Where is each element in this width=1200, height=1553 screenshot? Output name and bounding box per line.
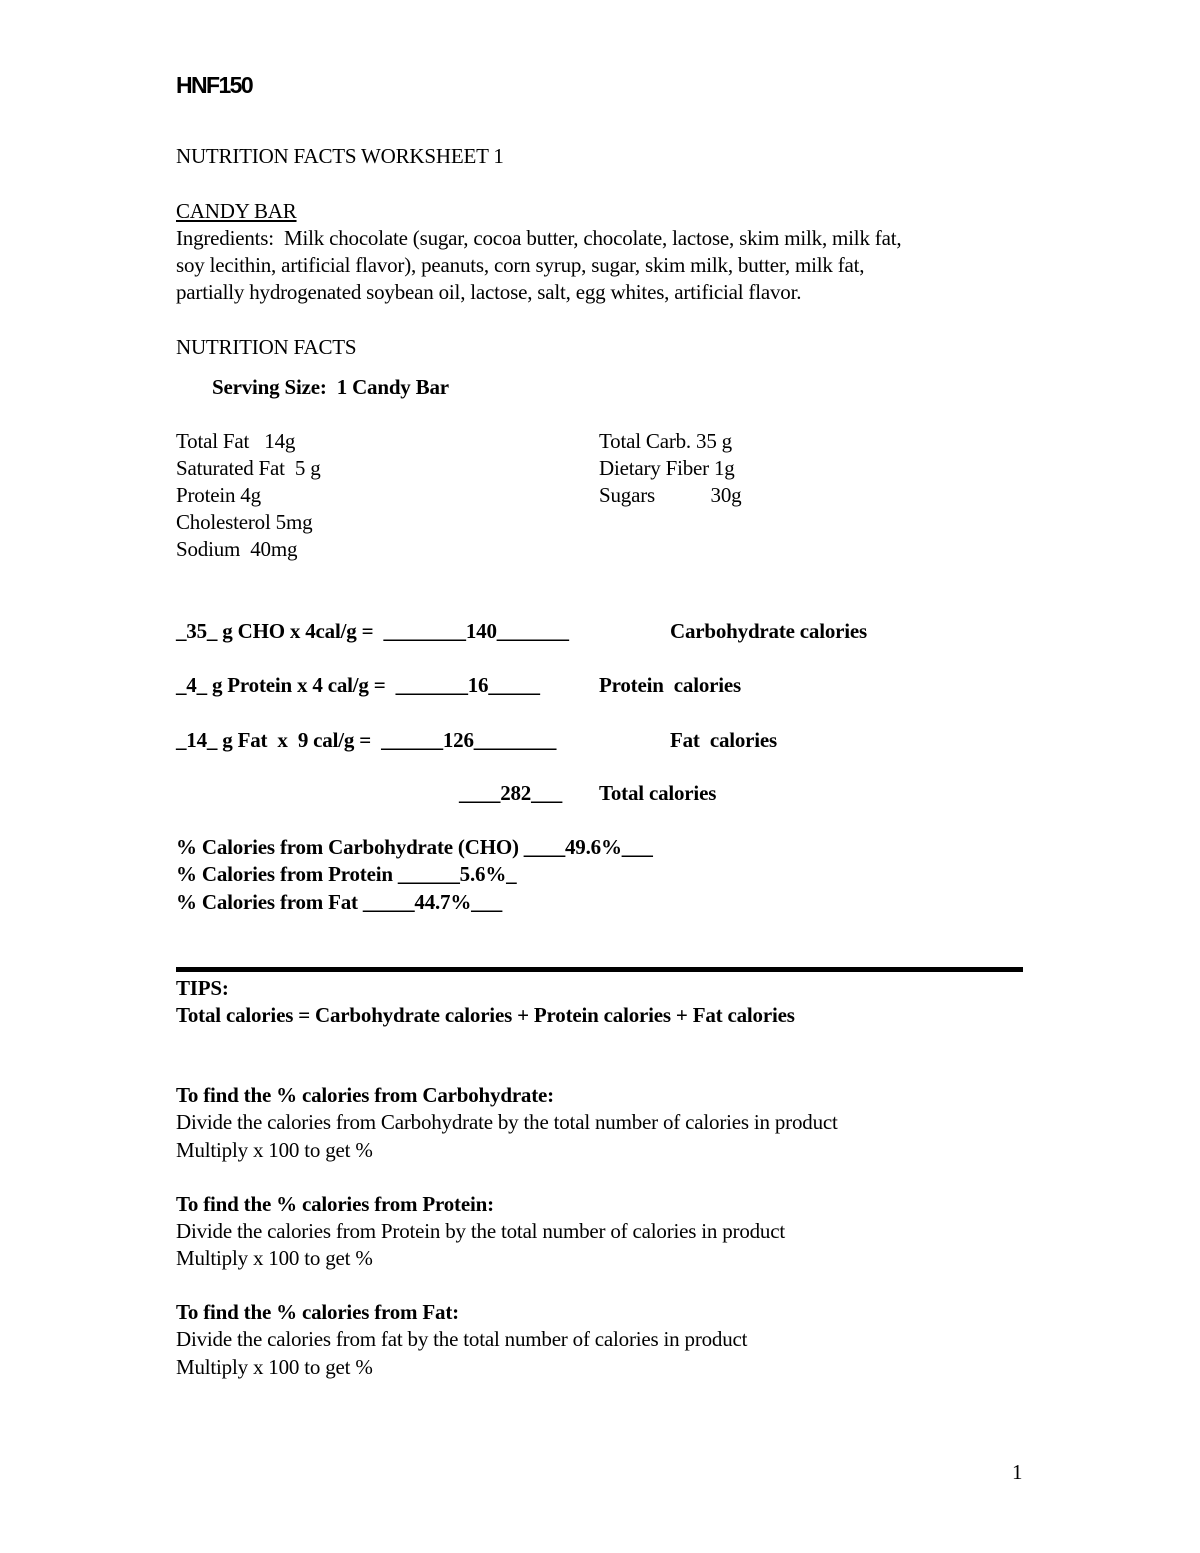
carb-calc: _35_ g CHO x 4cal/g = ________140_______ xyxy=(176,619,569,643)
carb-calc-label: Carbohydrate calories xyxy=(670,619,868,643)
tips-formula: Total calories = Carbohydrate calories + Protein calories + Fat calories xyxy=(176,1003,795,1027)
percent-carb: % Calories from Carbohydrate (CHO) ____49.6%___ xyxy=(176,835,653,859)
total-calc: ____282___ xyxy=(459,781,563,805)
sodium: Sodium 40mg xyxy=(176,537,298,561)
tip-fat-heading: To find the % calories from Fat: xyxy=(176,1300,459,1324)
protein: Protein 4g xyxy=(176,483,261,507)
course-code: HNF150 xyxy=(176,72,253,98)
protein-calc-label: Protein calories xyxy=(599,673,742,697)
sugars: Sugars 30g xyxy=(599,483,742,507)
section-divider xyxy=(176,967,1023,972)
tip-fat-line-1: Divide the calories from fat by the total number of calories in product xyxy=(176,1327,748,1351)
serving-size: Serving Size: 1 Candy Bar xyxy=(212,375,449,399)
tip-protein-line-2: Multiply x 100 to get % xyxy=(176,1246,373,1270)
fat-calc: _14_ g Fat x 9 cal/g = ______126________ xyxy=(176,728,557,752)
ingredients-line-2: soy lecithin, artificial flavor), peanuts, corn syrup, sugar, skim milk, butter, milk fat, xyxy=(176,253,865,277)
ingredients-line-3: partially hydrogenated soybean oil, lactose, salt, egg whites, artificial flavor. xyxy=(176,280,802,304)
tip-protein-heading: To find the % calories from Protein: xyxy=(176,1192,494,1216)
percent-protein: % Calories from Protein ______5.6%_ xyxy=(176,862,517,886)
tip-fat-line-2: Multiply x 100 to get % xyxy=(176,1355,373,1379)
tip-carb-line-1: Divide the calories from Carbohydrate by the total number of calories in product xyxy=(176,1110,838,1134)
tip-carb-heading: To find the % calories from Carbohydrate: xyxy=(176,1083,554,1107)
percent-fat: % Calories from Fat _____44.7%___ xyxy=(176,890,503,914)
worksheet-title: NUTRITION FACTS WORKSHEET 1 xyxy=(176,144,504,168)
saturated-fat: Saturated Fat 5 g xyxy=(176,456,321,480)
page-number: 1 xyxy=(1012,1460,1023,1484)
total-fat: Total Fat 14g xyxy=(176,429,296,453)
tips-heading: TIPS: xyxy=(176,976,229,1000)
tip-protein-line-1: Divide the calories from Protein by the total number of calories in product xyxy=(176,1219,785,1243)
total-carb: Total Carb. 35 g xyxy=(599,429,732,453)
tip-carb-line-2: Multiply x 100 to get % xyxy=(176,1138,373,1162)
fat-calc-label: Fat calories xyxy=(670,728,778,752)
total-calc-label: Total calories xyxy=(599,781,717,805)
cholesterol: Cholesterol 5mg xyxy=(176,510,313,534)
nutrition-facts-heading: NUTRITION FACTS xyxy=(176,335,357,359)
ingredients-line-1: Ingredients: Milk chocolate (sugar, cocoa butter, chocolate, lactose, skim milk, milk fat, xyxy=(176,226,902,250)
product-heading: CANDY BAR xyxy=(176,199,297,223)
dietary-fiber: Dietary Fiber 1g xyxy=(599,456,735,480)
protein-calc: _4_ g Protein x 4 cal/g = _______16_____ xyxy=(176,673,540,697)
